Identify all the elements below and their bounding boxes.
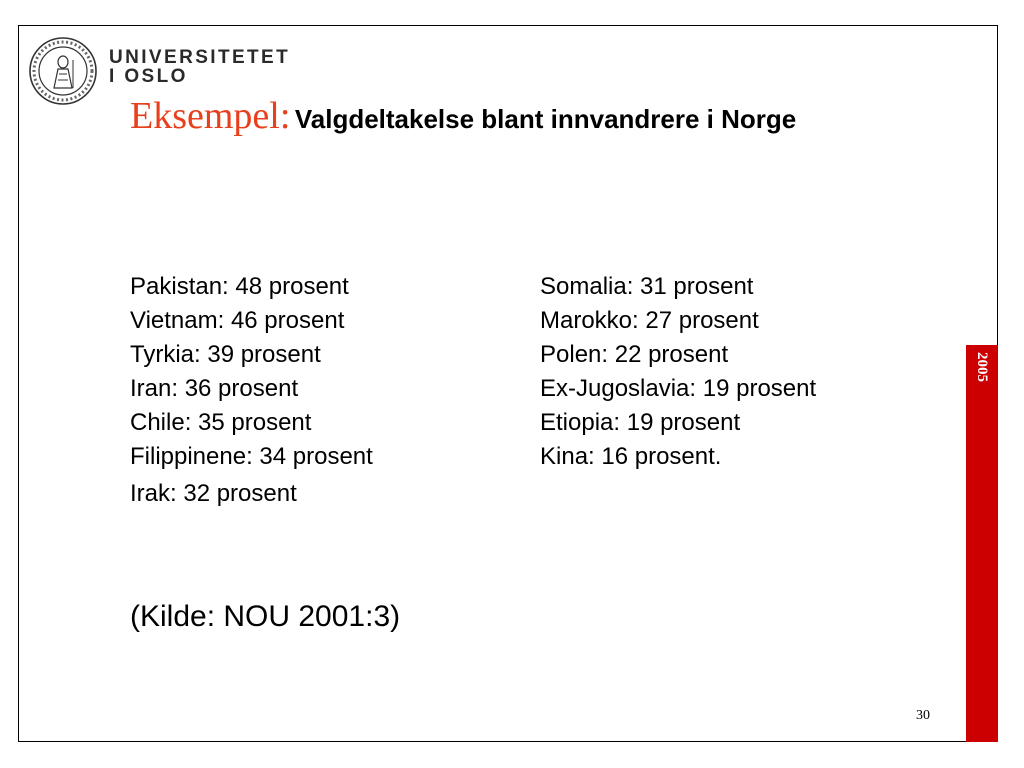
list-item: Tyrkia: 39 prosent [130,341,321,368]
list-item: Somalia: 31 prosent [540,273,754,300]
list-item: Vietnam: 46 prosent [130,307,345,334]
list-item: Iran: 36 prosent [130,375,299,402]
list-item: Etiopia: 19 prosent [540,409,741,436]
list-item: Irak: 32 prosent [130,480,297,507]
list-item: Chile: 35 prosent [130,409,312,436]
page-number: 30 [916,708,930,723]
university-seal-icon [28,36,98,106]
university-name-line1: UNIVERSITETET [109,47,291,68]
side-band-year: 2005 [974,352,990,382]
list-item: Polen: 22 prosent [540,341,729,368]
list-item: Filippinene: 34 prosent [130,443,373,470]
list-left [130,270,373,474]
source-citation: (Kilde: NOU 2001:3) [130,600,401,633]
university-name-line2: I OSLO [109,66,188,87]
list-item: Pakistan: 48 prosent [130,273,349,300]
list-item: Marokko: 27 prosent [540,307,759,334]
title-prefix: Eksempel: [130,95,291,137]
slide-title [130,95,930,142]
list-item: Ex-Jugoslavia: 19 prosent [540,375,817,402]
list-item: Kina: 16 prosent. [540,443,722,470]
title-main: Valgdeltakelse blant innvandrere i Norge [294,104,797,134]
list-right [540,270,816,474]
